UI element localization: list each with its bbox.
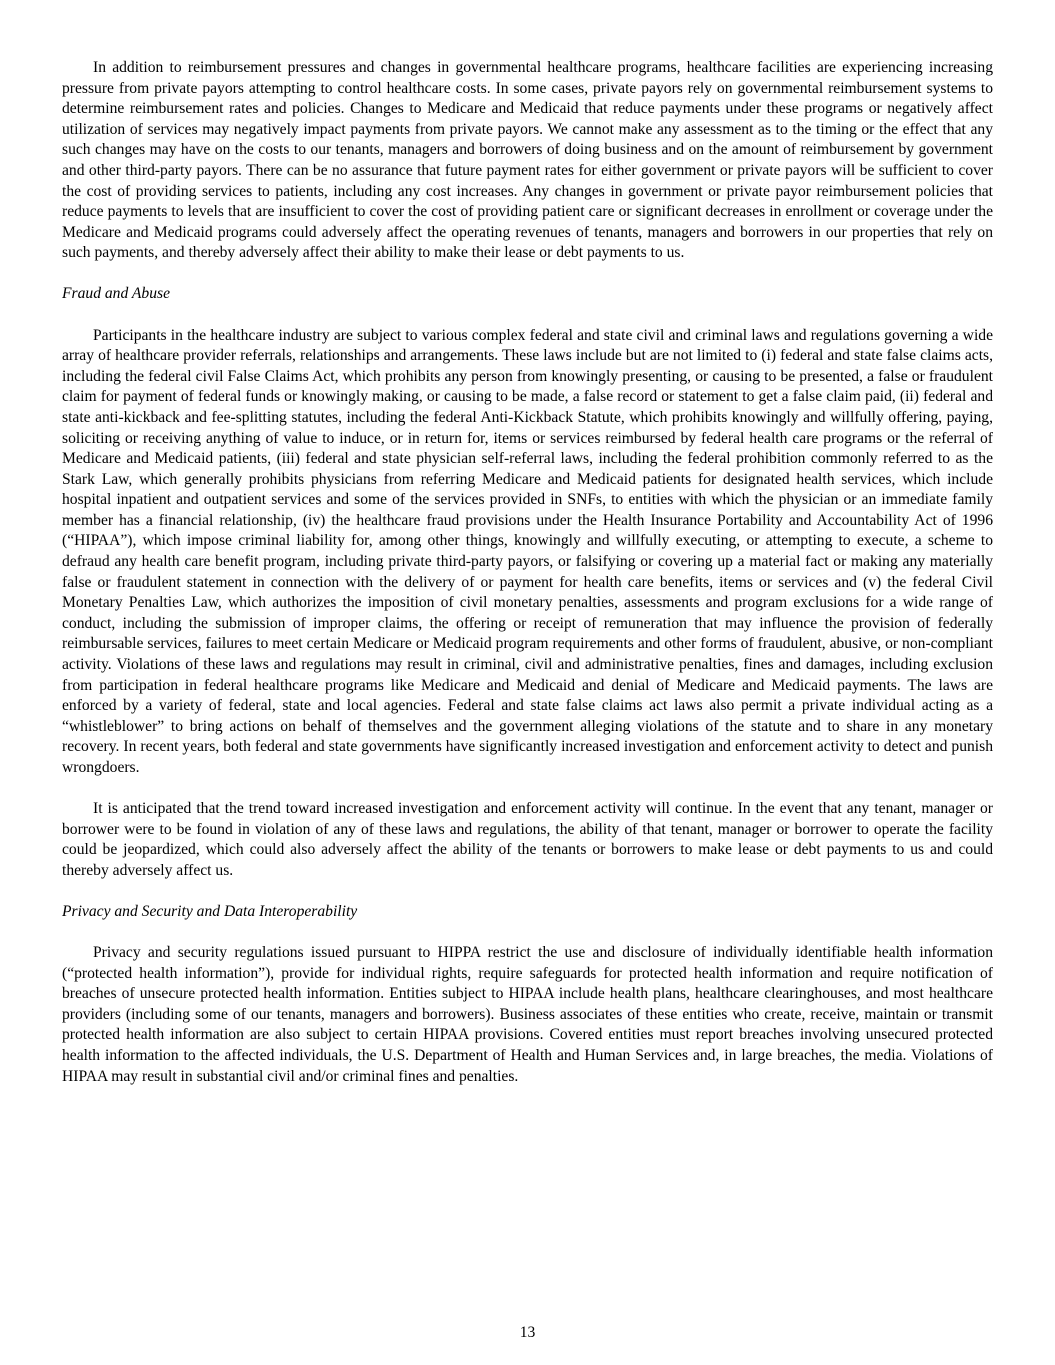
page-number: 13: [519, 1324, 536, 1341]
heading-privacy-security: Privacy and Security and Data Interoperability: [62, 902, 358, 920]
paragraph-enforcement-trend: It is anticipated that the trend toward increased investigation and enforcement activity will continue. In the event that any tenant, manager or borrower were to be found in violation of any of these laws and regulations, the ability of that tenant, manager or borrower to operate the facility could be jeopardized, which could also adversely affect the ability of the tenants or borrowers to make lease or debt payments to us and could thereby adversely affect us.: [62, 800, 993, 879]
paragraph-fraud-laws: Participants in the healthcare industry are subject to various complex federal and state civil and criminal laws and regulations governing a wide array of healthcare provider referrals, relationships and arrangements. These laws include but are not limited to (i) federal and state false claims acts, including the federal civil False Claims Act, which prohibits any person from knowingly presenting, or causing to be presented, a false or fraudulent claim for payment of federal funds or knowingly making, or causing to be made, a false record or statement to get a false claim paid, (ii) federal and state anti-kickback and fee-splitting statutes, including the federal Anti-Kickback Statute, which prohibits knowingly and willfully offering, paying, soliciting or receiving anything of value to induce, or in return for, items or services reimbursed by federal health care programs or the referral of Medicare and Medicaid patients, (iii) federal and state physician self-referral laws, including the federal prohibition commonly referred to as the Stark Law, which generally prohibits physicians from referring Medicare and Medicaid patients for designated health services, which include hospital inpatient and outpatient services and some of the services provided in SNFs, to entities with which the physician or an immediate family member has a financial relationship, (iv) the healthcare fraud provisions under the Health Insurance Portability and Accountability Act of 1996 (“HIPAA”), which impose criminal liability for, among other things, knowingly and willfully executing, or attempting to execute, a scheme to defraud any health care benefit program, including private third-party payors, or falsifying or covering up a material fact or making any materially false or fraudulent statement in connection with the delivery of or payment for health care benefits, items or services and (v) the federal Civil Monetary Penalties Law, which authorizes the imposition of civil monetary penalties, assessments and program exclusions for a wide range of conduct, including the submission of improper claims, the offering or receipt of remuneration that may influence the provision of federally reimbursable services, failures to meet certain Medicare or Medicaid program requirements and other forms of fraudulent, abusive, or non-compliant activity. Violations of these laws and regulations may result in criminal, civil and administrative penalties, fines and damages, including exclusion from participation in federal healthcare programs like Medicare and Medicaid and denial of Medicare and Medicaid payments. The laws are enforced by a variety of federal, state and local agencies. Federal and state false claims act laws also permit a private individual acting as a “whistleblower” to bring actions on behalf of themselves and the government alleging violations of the statute and to share in any monetary recovery. In recent years, both federal and state governments have significantly increased investigation and enforcement activity to detect and punish wrongdoers.: [62, 326, 993, 776]
paragraph-privacy-regulations: Privacy and security regulations issued pursuant to HIPPA restrict the use and disclosure of individually identifiable health information (“protected health information”), provide for individual rights, require safeguards for protected health information and require notification of breaches of unsecure protected health information. Entities subject to HIPAA include health plans, healthcare clearinghouses, and most healthcare providers (including some of our tenants, managers and borrowers). Business associates of these entities who create, receive, maintain or transmit protected health information are also subject to certain HIPAA provisions. Covered entities must report breaches involving unsecured protected health information to the affected individuals, the U.S. Department of Health and Human Services and, in large breaches, the media. Violations of HIPAA may result in substantial civil and/or criminal fines and penalties.: [62, 944, 993, 1085]
paragraph-reimbursement-pressures: In addition to reimbursement pressures and changes in governmental healthcare programs, healthcare facilities are experiencing increasing pressure from private payors attempting to control healthcare costs. In some cases, private payors rely on governmental reimbursement systems to determine reimbursement rates and policies. Changes to Medicare and Medicaid that reduce payments under these programs or negatively affect utilization of services may negatively impact payments from private payors. We cannot make any assessment as to the timing or the effect that any such changes may have on the costs to our tenants, managers and borrowers of doing business and on the amount of reimbursement by government and other third-party payors. There can be no assurance that future payment rates for either government or private payors will be sufficient to cover the cost of providing services to patients, including any cost increases. Any changes in government or private payor reimbursement policies that reduce payments to levels that are insufficient to cover the cost of providing patient care or significant decreases in enrollment or coverage under the Medicare and Medicaid programs could adversely affect the operating revenues of tenants, managers and borrowers in our properties that rely on such payments, and thereby adversely affect their ability to make their lease or debt payments to us.: [62, 59, 993, 262]
document-page: [62, 58, 993, 1108]
heading-fraud-and-abuse: Fraud and Abuse: [62, 285, 170, 303]
